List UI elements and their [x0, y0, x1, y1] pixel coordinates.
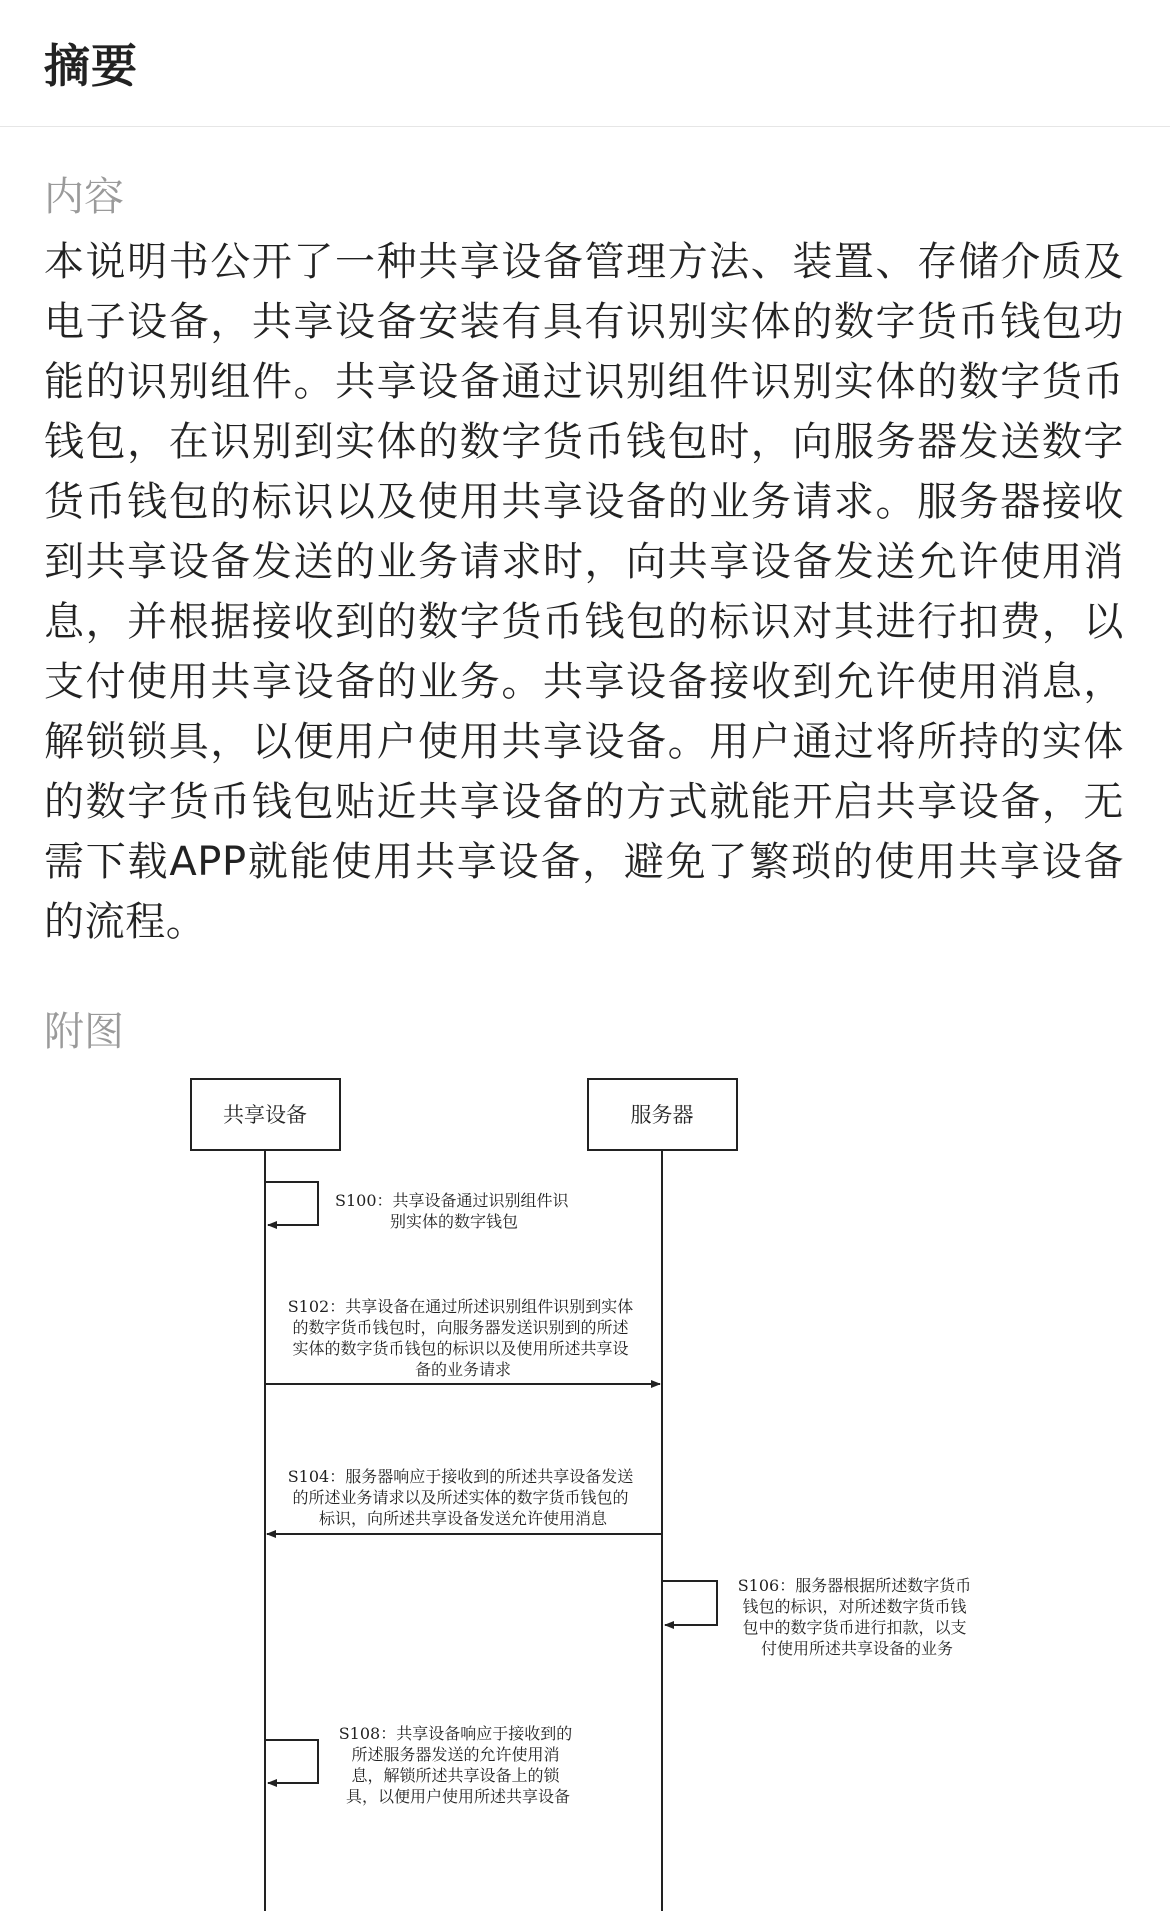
header	[0, 0, 1170, 127]
self-loop-s100	[265, 1182, 318, 1225]
figure-section-label: 附图	[44, 1009, 124, 1055]
step-s100-text: S100：共享设备通过识别组件识 别实体的数字钱包	[335, 1191, 569, 1231]
page-title: 摘要	[44, 39, 138, 93]
step-s106-text: S106：服务器根据所述数字货币 钱包的标识，对所述数字货币钱 包中的数字货币进行扣款，以支 付使用所述共享设备的业务	[737, 1576, 972, 1658]
content-section-label: 内容	[44, 174, 124, 220]
sequence-diagram-svg	[0, 1070, 1170, 1911]
sequence-diagram	[0, 1070, 1170, 1911]
step-s104-text: S104：服务器响应于接收到的所述共享设备发送 的所述业务请求以及所述实体的数字货币钱包的 标识，向所述共享设备发送允许使用消息	[287, 1467, 634, 1528]
self-loop-s106	[662, 1581, 717, 1625]
lane-label-server: 服务器	[630, 1103, 694, 1127]
self-loop-s108	[265, 1740, 318, 1783]
abstract-text: 本说明书公开了一种共享设备管理方法、装置、存储介质及电子设备，共享设备安装有具有识别实体的数字货币钱包功能的识别组件。共享设备通过识别组件识别实体的数字货币钱包，在识别到实体的数字货币钱包时，向服务器发送数字货币钱包的标识以及使用共享设备的业务请求。服务器接收到共享设备发送的业务请求时，向共享设备发送允许使用消息，并根据接收到的数字货币钱包的标识对其进行扣费，以支付使用共享设备的业务。共享设备接收到允许使用消息，解锁锁具，以便用户使用共享设备。用户通过将所持的实体的数字货币钱包贴近共享设备的方式就能开启共享设备，无需下载APP就能使用共享设备，避免了繁琐的使用共享设备的流程。	[44, 239, 1124, 945]
step-s108-text: S108：共享设备响应于接收到的 所述服务器发送的允许使用消 息，解锁所述共享设备上的锁 具，以便用户使用所述共享设备	[338, 1724, 573, 1806]
lane-label-shared-device: 共享设备	[223, 1103, 307, 1127]
step-s102-text: S102：共享设备在通过所述识别组件识别到实体 的数字货币钱包时，向服务器发送识别到的所述 实体的数字货币钱包的标识以及使用所述共享设 备的业务请求	[287, 1297, 634, 1379]
